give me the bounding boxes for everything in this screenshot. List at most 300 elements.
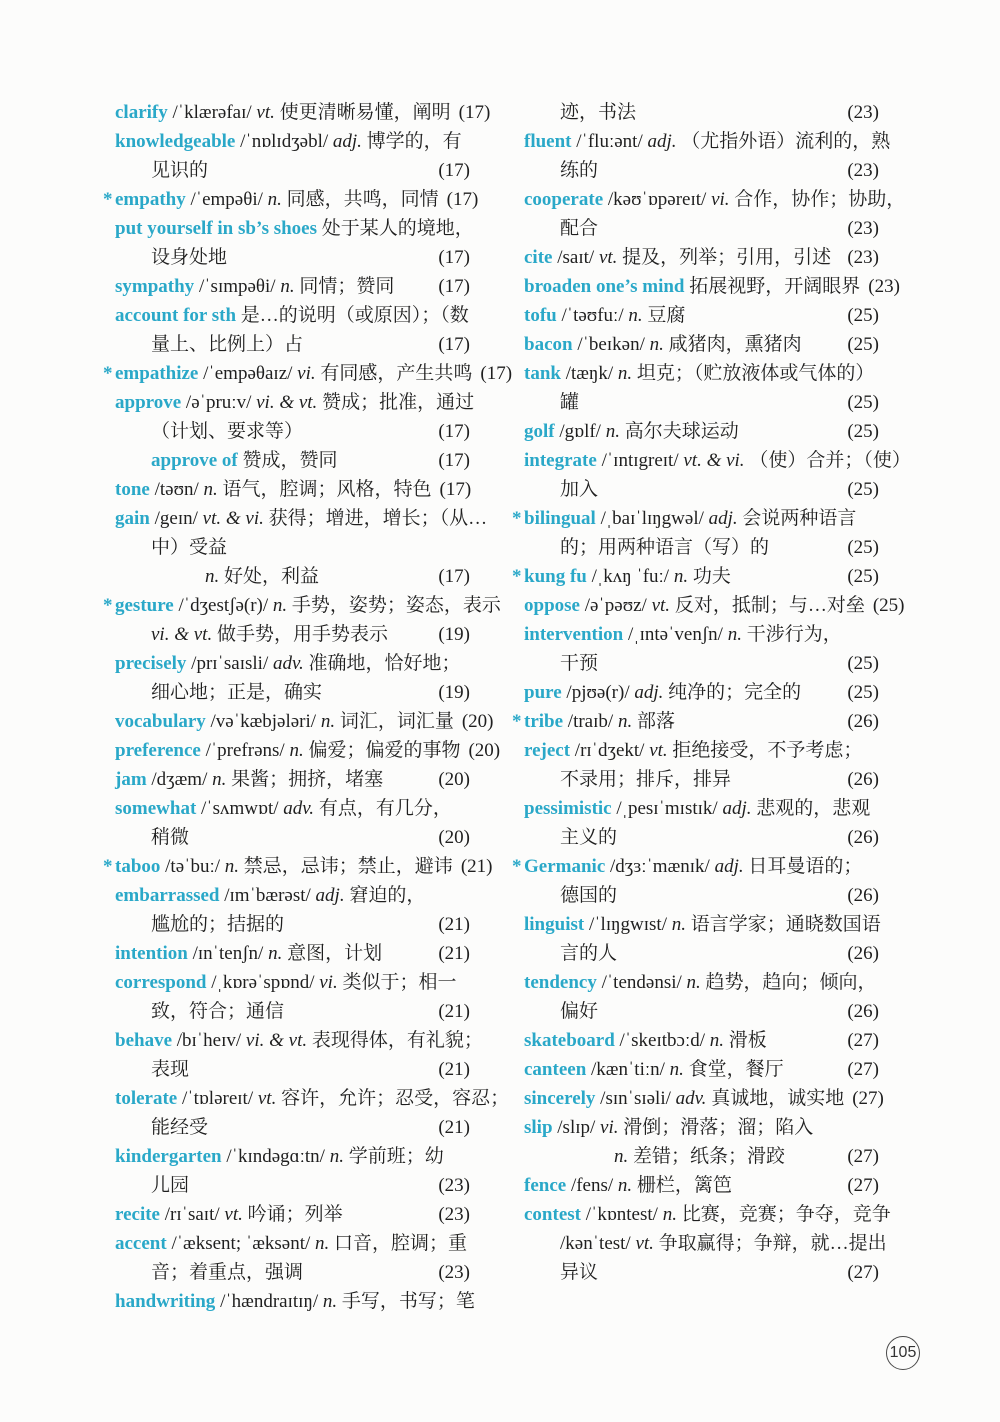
definition-text: 加入	[560, 479, 599, 500]
definition-text: 拒绝接受，不予考虑；	[667, 740, 863, 761]
page-ref: (26)	[847, 769, 879, 790]
vocab-line-text	[115, 1229, 467, 1258]
part-of-speech: adj.	[332, 131, 362, 152]
vocab-line	[524, 243, 879, 272]
page-ref: (17)	[438, 160, 470, 181]
page-ref: (23)	[868, 276, 900, 297]
definition-text: 干涉行为，	[741, 624, 842, 645]
vocab-line	[524, 939, 879, 968]
definition-text: 赞成，赞同	[237, 450, 338, 471]
part-of-speech: vt.	[598, 247, 618, 268]
vocab-line	[524, 214, 879, 243]
definition-text: /traɪb/	[563, 711, 618, 732]
part-of-speech: n.	[280, 276, 295, 297]
headword: vocabulary	[115, 711, 206, 732]
vocab-line	[103, 185, 479, 214]
headword: approve of	[151, 450, 238, 471]
definition-text: /ˈskeɪtbɔːd/	[614, 1030, 710, 1051]
vocab-line	[524, 678, 879, 707]
definition-text: 细心地；正是，确实	[151, 682, 323, 703]
headword: clarify	[115, 102, 168, 123]
headword: gesture	[115, 595, 174, 616]
vocab-line	[524, 649, 879, 678]
vocab-line	[115, 765, 470, 794]
vocab-line-text	[524, 1084, 844, 1113]
part-of-speech: n.	[272, 595, 288, 616]
page-ref: (25)	[847, 479, 879, 500]
definition-text: 获得；增进，增长；（从…	[263, 508, 488, 529]
definition-text: /kəʊˈɒpəreɪt/	[603, 189, 712, 210]
vocab-line-text	[115, 127, 462, 156]
vocab-line	[115, 1084, 510, 1113]
vocab-line	[103, 591, 501, 620]
definition-text: 有点，有几分，	[314, 798, 452, 819]
vocab-line	[115, 707, 494, 736]
definition-text: /ˈempəθaɪz/	[198, 363, 298, 384]
vocab-line	[103, 852, 493, 881]
part-of-speech: n.	[686, 972, 701, 993]
definition-text: 做手势，用手势表示	[212, 624, 388, 645]
headword: Germanic	[524, 856, 606, 877]
definition-text: 豆腐	[642, 305, 686, 326]
definition-text: 纯净的；完全的	[663, 682, 802, 703]
headword: preference	[115, 740, 201, 761]
definition-text: /prɪˈsaɪsli/	[186, 653, 273, 674]
vocab-line-text	[560, 214, 598, 243]
definition-text: 表现	[151, 1059, 190, 1080]
definition-text: /kənˈtest/	[560, 1233, 636, 1254]
definition-text: 真诚地，诚实地	[706, 1088, 845, 1109]
headword: approve	[115, 392, 182, 413]
part-of-speech: adj.	[647, 131, 677, 152]
page-ref: (21)	[438, 914, 470, 935]
vocab-line-text	[524, 359, 874, 388]
definition-text: 类似于；相一	[337, 972, 457, 993]
definition-text: 德国的	[560, 885, 618, 906]
definition-text: 配合	[560, 218, 599, 239]
headword: skateboard	[524, 1030, 615, 1051]
definition-text: 准确地，恰好地；	[303, 653, 461, 674]
vocab-line	[524, 823, 879, 852]
glossary-column-left	[103, 98, 513, 1316]
definition-text: /ˈɪntɪgreɪt/	[596, 450, 684, 471]
vocab-line	[115, 98, 491, 127]
definition-text: 手势，姿势；姿态，表示	[287, 595, 501, 616]
headword: cooperate	[524, 189, 604, 210]
vocab-line	[524, 968, 879, 997]
vocab-line	[524, 620, 879, 649]
definition-text: 能经受	[151, 1117, 209, 1138]
part-of-speech: vi.	[600, 1117, 619, 1138]
page-ref: (17)	[438, 566, 470, 587]
vocab-line	[115, 127, 470, 156]
vocab-line-text	[512, 707, 675, 736]
page-ref: (25)	[847, 392, 879, 413]
vocab-line-text	[115, 301, 469, 330]
vocab-line-text	[560, 997, 598, 1026]
headword: empathize	[115, 363, 199, 384]
part-of-speech: vt.	[257, 1088, 277, 1109]
part-of-speech: n.	[649, 334, 664, 355]
headword: accent	[115, 1233, 167, 1254]
definition-text: 言的人	[560, 943, 618, 964]
headword: account for sth	[115, 305, 237, 326]
vocab-line	[524, 127, 891, 156]
definition-text: /pjʊə(r)/	[561, 682, 635, 703]
definition-text: 迹，书法	[560, 102, 637, 123]
part-of-speech: adv.	[283, 798, 315, 819]
definition-text: 栅栏，篱笆	[632, 1175, 732, 1196]
definition-text: 表现得体，有礼貌；	[307, 1030, 483, 1051]
definition-text: 功夫	[688, 566, 731, 587]
vocab-line-text	[115, 504, 487, 533]
vocab-line	[524, 388, 879, 417]
definition-text: 语气，腔调；风格，特色	[217, 479, 432, 500]
page-ref: (26)	[847, 943, 879, 964]
headword: knowledgeable	[115, 131, 236, 152]
headword: sincerely	[524, 1088, 596, 1109]
definition-text: 果酱；拥挤，堵塞	[226, 769, 384, 790]
definition-text: 练的	[560, 160, 599, 181]
headword: oppose	[524, 595, 580, 616]
definition-text: 会说两种语言	[737, 508, 857, 529]
vocab-line	[115, 939, 470, 968]
definition-text: 拓展视野，开阔眼界	[684, 276, 861, 297]
page-ref: (25)	[847, 421, 879, 442]
definition-text: 咸猪肉，熏猪肉	[663, 334, 802, 355]
vocab-line-text	[205, 562, 319, 591]
headword: put yourself in sb’s shoes	[115, 218, 318, 239]
headword: tank	[524, 363, 561, 384]
star-marker: *	[103, 595, 113, 616]
definition-text: 中）受益	[151, 537, 228, 558]
definition-text: 的；用两种语言（写）的	[560, 537, 770, 558]
vocab-line	[115, 1142, 470, 1171]
page-ref: (19)	[438, 624, 470, 645]
part-of-speech: vi.	[711, 189, 730, 210]
vocab-line-text	[103, 852, 453, 881]
headword: pessimistic	[524, 798, 612, 819]
definition-text: /ˌpesɪˈmɪstɪk/	[611, 798, 723, 819]
definition-text: /bɪˈheɪv/	[172, 1030, 246, 1051]
vocab-line-text	[560, 881, 617, 910]
vocab-line-text	[560, 823, 617, 852]
definition-text: 容许，允许；忍受，容忍；	[276, 1088, 510, 1109]
part-of-speech: vt.	[635, 1233, 654, 1254]
definition-text: （计划、要求等）	[151, 421, 304, 442]
part-of-speech: adj.	[315, 885, 345, 906]
vocab-line-text	[115, 649, 461, 678]
definition-text: /fens/	[566, 1175, 618, 1196]
vocab-line-text	[151, 910, 284, 939]
page-ref: (27)	[847, 1175, 879, 1196]
headword: kindergarten	[115, 1146, 222, 1167]
definition-text: /dʒɜːˈmænɪk/	[605, 856, 715, 877]
definition-text: 使更清晰易懂，阐明	[274, 102, 451, 123]
part-of-speech: n.	[205, 566, 220, 587]
headword: intervention	[524, 624, 624, 645]
part-of-speech: n.	[320, 711, 336, 732]
page-ref: (23)	[847, 160, 879, 181]
headword: tone	[115, 479, 150, 500]
definition-text: 处于某人的境地，	[317, 218, 474, 239]
vocab-line-text	[151, 1055, 189, 1084]
page-ref: (23)	[438, 1175, 470, 1196]
page-ref: (17)	[439, 479, 472, 500]
definition-text: 合作，协作；协助，	[729, 189, 906, 210]
vocab-line	[512, 707, 879, 736]
part-of-speech: n.	[662, 1204, 677, 1225]
vocab-line	[524, 997, 879, 1026]
definition-text: 偏好	[560, 1001, 599, 1022]
definition-text: 见识的	[151, 160, 209, 181]
part-of-speech: vi. & vt.	[256, 392, 318, 413]
vocab-line-text	[524, 736, 862, 765]
definition-text: 食堂，餐厅	[683, 1059, 784, 1080]
part-of-speech: adj.	[634, 682, 664, 703]
vocab-line-text	[151, 997, 284, 1026]
vocab-line	[115, 504, 488, 533]
definition-text: /ˈtɒləreɪt/	[177, 1088, 258, 1109]
star-marker: *	[103, 189, 113, 210]
definition-text: 音；着重点，强调	[151, 1262, 304, 1283]
definition-text: 滑倒；滑落；溜；陷入	[618, 1117, 814, 1138]
headword: intention	[115, 943, 188, 964]
vocab-line	[115, 968, 470, 997]
vocab-line-text	[524, 1200, 891, 1229]
vocab-line-text	[524, 910, 881, 939]
definition-text: 不录用；排斥，排异	[560, 769, 732, 790]
headword: bilingual	[524, 508, 596, 529]
definition-text: /ˈæksent; ˈæksənt/	[166, 1233, 316, 1254]
definition-text: 稍微	[151, 827, 190, 848]
vocab-line-text	[115, 98, 451, 127]
headword: tolerate	[115, 1088, 178, 1109]
definition-text: 禁忌，忌讳；禁止，避讳	[239, 856, 453, 877]
definition-text: 偏爱；偏爱的事物	[303, 740, 461, 761]
definition-text: （尤指外语）流利的，熟	[676, 131, 891, 152]
vocab-line	[115, 446, 470, 475]
vocab-line	[115, 1026, 483, 1055]
headword: recite	[115, 1204, 160, 1225]
headword: handwriting	[115, 1291, 216, 1312]
part-of-speech: n.	[322, 1291, 338, 1312]
headword: embarrassed	[115, 885, 220, 906]
vocab-line-text	[524, 185, 905, 214]
part-of-speech: vt.	[651, 595, 671, 616]
definition-text: /əˈpruːv/	[181, 392, 257, 413]
part-of-speech: adj.	[708, 508, 738, 529]
definition-text: /ˈkɒntest/	[580, 1204, 663, 1225]
definition-text: /rɪˈdʒekt/	[570, 740, 650, 761]
definition-text: 吟诵；列举	[242, 1204, 343, 1225]
definition-text: 提及，列举；引用，引述	[617, 247, 832, 268]
definition-text: /ˈsʌmwɒt/	[196, 798, 284, 819]
page-number-badge	[886, 1336, 920, 1370]
definition-text: 反对，抵制；与…对垒	[670, 595, 865, 616]
definition-text: /ˌɪntəˈvenʃn/	[623, 624, 728, 645]
vocab-line	[524, 736, 879, 765]
part-of-speech: n.	[315, 1233, 330, 1254]
vocab-line-text	[115, 1200, 343, 1229]
definition-text: 手写，书写；笔	[337, 1291, 475, 1312]
vocab-line-text	[524, 272, 860, 301]
page-ref: (23)	[438, 1204, 470, 1225]
page-ref: (23)	[438, 1262, 470, 1283]
vocab-line	[524, 272, 900, 301]
definition-text: 趋势，趋向；倾向，	[700, 972, 877, 993]
part-of-speech: vt.	[224, 1204, 243, 1225]
vocab-line-text	[151, 1258, 303, 1287]
vocab-line-text	[151, 533, 227, 562]
vocab-line-text	[115, 1084, 509, 1113]
vocab-line-text	[115, 881, 425, 910]
definition-text: /ˌkʌŋ ˈfuː/	[586, 566, 674, 587]
vocab-line-text	[115, 968, 456, 997]
vocab-line	[115, 475, 470, 504]
vocab-line	[524, 591, 905, 620]
page-ref: (17)	[446, 189, 479, 210]
vocab-line	[115, 1113, 470, 1142]
vocab-line-text	[103, 185, 439, 214]
definition-text: /saɪt/	[552, 247, 599, 268]
part-of-speech: n.	[268, 943, 283, 964]
page-ref: (17)	[438, 334, 470, 355]
definition-text: /slɪp/	[552, 1117, 601, 1138]
vocab-line	[115, 301, 470, 330]
headword: broaden one’s mind	[524, 276, 685, 297]
definition-text: 量上、比例上）占	[151, 334, 304, 355]
headword: tofu	[524, 305, 557, 326]
headword: correspond	[115, 972, 207, 993]
definition-text: （使）合并；（使）	[744, 450, 911, 471]
vocab-line-text	[512, 504, 857, 533]
part-of-speech: n.	[617, 1175, 633, 1196]
headword: fence	[524, 1175, 567, 1196]
vocab-line-text	[524, 1026, 767, 1055]
definition-text: 设身处地	[151, 247, 228, 268]
vocab-line-text	[524, 127, 890, 156]
vocab-line-text	[151, 330, 303, 359]
page-ref: (27)	[847, 1262, 879, 1283]
part-of-speech: n.	[289, 740, 304, 761]
definition-text: 是…的说明（或原因）；（数	[236, 305, 469, 326]
vocab-line-text	[115, 707, 454, 736]
star-marker: *	[103, 363, 113, 384]
vocab-line	[524, 910, 879, 939]
vocab-line-text	[560, 475, 598, 504]
vocab-line	[524, 533, 879, 562]
headword: pure	[524, 682, 562, 703]
vocab-line-text	[524, 446, 911, 475]
headword: precisely	[115, 653, 187, 674]
headword: bacon	[524, 334, 573, 355]
definition-text: 同感，共鸣，同情	[281, 189, 439, 210]
vocab-line-text	[151, 823, 189, 852]
vocab-line	[115, 1287, 475, 1316]
headword: tendency	[524, 972, 597, 993]
vocab-line	[524, 794, 879, 823]
vocab-line	[524, 417, 879, 446]
vocab-line-text	[560, 156, 598, 185]
definition-text: /kænˈtiːn/	[586, 1059, 670, 1080]
vocab-line-text	[115, 388, 474, 417]
page-ref: (21)	[438, 1001, 470, 1022]
vocab-line	[524, 1229, 887, 1258]
definition-text: 语言学家；通晓数国语	[685, 914, 881, 935]
vocab-line-text	[115, 1142, 444, 1171]
headword: sympathy	[115, 276, 195, 297]
vocab-line-text	[115, 939, 382, 968]
page-ref: (26)	[847, 1001, 879, 1022]
part-of-speech: n.	[203, 479, 218, 500]
headword: somewhat	[115, 798, 197, 819]
headword: taboo	[115, 856, 161, 877]
page-ref: (26)	[847, 711, 879, 732]
vocab-line-text	[524, 620, 842, 649]
definition-text: /vəˈkæbjələri/	[205, 711, 321, 732]
headword: reject	[524, 740, 571, 761]
vocab-line	[115, 1055, 470, 1084]
definition-text: 干预	[560, 653, 599, 674]
page-ref: (26)	[847, 827, 879, 848]
definition-text: /ˈtendənsi/	[596, 972, 687, 993]
definition-text: /tæŋk/	[560, 363, 618, 384]
part-of-speech: vt. & vi.	[202, 508, 264, 529]
page-ref: (25)	[847, 305, 879, 326]
vocab-line-text	[560, 388, 579, 417]
part-of-speech: adj.	[722, 798, 752, 819]
definition-text: 儿园	[151, 1175, 190, 1196]
headword: canteen	[524, 1059, 587, 1080]
definition-text: /ˈempəθi/	[185, 189, 268, 210]
page-ref: (25)	[847, 334, 879, 355]
part-of-speech: vi.	[297, 363, 316, 384]
definition-text: /ˈhændraɪtɪŋ/	[215, 1291, 323, 1312]
vocab-line	[115, 330, 470, 359]
definition-text: 词汇，词汇量	[335, 711, 454, 732]
vocab-line	[524, 1055, 879, 1084]
headword: contest	[524, 1204, 581, 1225]
definition-text: 异议	[560, 1262, 599, 1283]
definition-text: /ˈdʒestʃə(r)/	[173, 595, 273, 616]
definition-text: /ˌbaɪˈlɪŋgwəl/	[595, 508, 709, 529]
vocab-line	[115, 620, 470, 649]
definition-text: 部落	[632, 711, 675, 732]
part-of-speech: vt.	[649, 740, 668, 761]
page-ref: (25)	[847, 566, 879, 587]
page-ref: (17)	[438, 276, 470, 297]
vocab-line	[115, 272, 470, 301]
part-of-speech: vi.	[319, 972, 338, 993]
headword: gain	[115, 508, 150, 529]
definition-text: 滑板	[724, 1030, 767, 1051]
part-of-speech: vi. & vt.	[151, 624, 213, 645]
part-of-speech: n.	[267, 189, 282, 210]
definition-text: 同情；赞同	[294, 276, 395, 297]
part-of-speech: n.	[669, 1059, 684, 1080]
star-marker: *	[512, 508, 522, 529]
definition-text: /ˈtəʊfuː/	[556, 305, 629, 326]
definition-text: /əˈpəʊz/	[579, 595, 652, 616]
vocab-line	[115, 1171, 470, 1200]
vocab-line	[524, 330, 879, 359]
definition-text: 悲观的，悲观	[751, 798, 871, 819]
vocab-line	[115, 1258, 470, 1287]
vocab-line	[524, 1026, 879, 1055]
headword: jam	[115, 769, 147, 790]
vocab-line	[115, 794, 470, 823]
